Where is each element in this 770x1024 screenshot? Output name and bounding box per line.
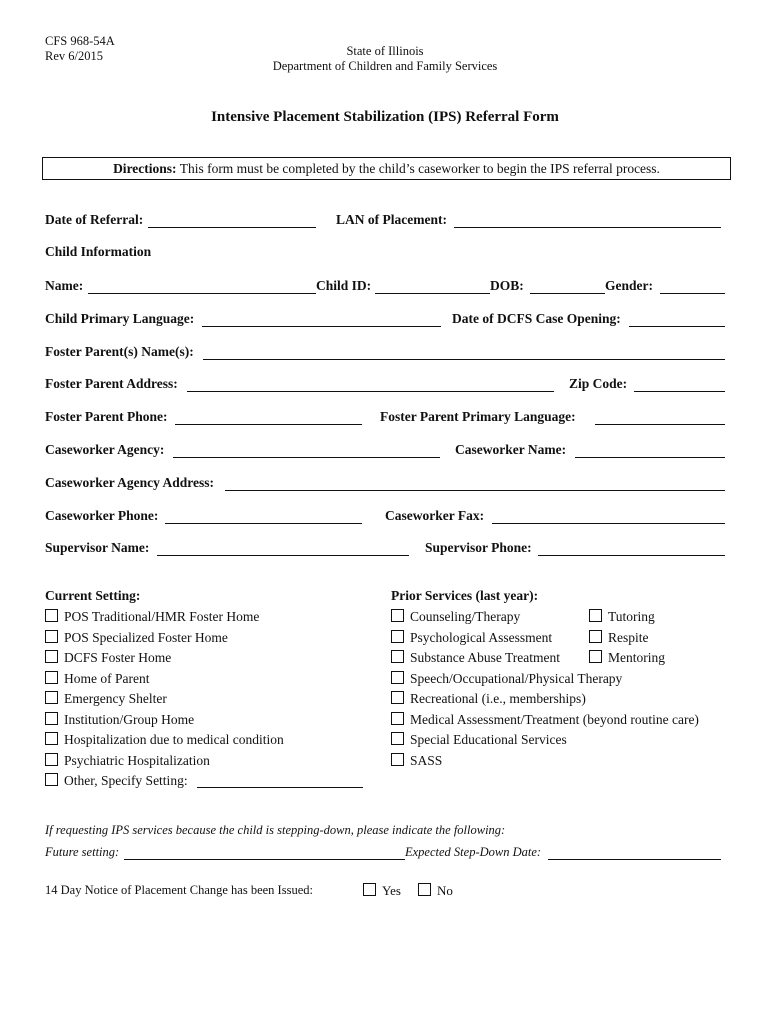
foster-parents-names-field[interactable] (203, 359, 725, 360)
checkbox[interactable] (391, 630, 404, 643)
form-title: Intensive Placement Stabilization (IPS) Referral Form (211, 109, 559, 125)
supervisor-phone-field[interactable] (538, 555, 725, 556)
option-label: Counseling/Therapy (410, 609, 521, 624)
option-label: Substance Abuse Treatment (410, 650, 560, 665)
checkbox[interactable] (418, 883, 431, 896)
date-of-referral-label: Date of Referral: (45, 212, 144, 227)
checkbox[interactable] (45, 712, 58, 725)
directions-text: This form must be completed by the child’s caseworker to begin the IPS referral process. (176, 161, 660, 176)
supervisor-name-label: Supervisor Name: (45, 540, 150, 555)
caseworker-fax-field[interactable] (492, 523, 725, 524)
prior-services-heading: Prior Services (last year): (391, 588, 539, 603)
lan-of-placement-label: LAN of Placement: (336, 212, 447, 227)
checkbox[interactable] (391, 650, 404, 663)
supervisor-name-field[interactable] (157, 555, 409, 556)
checkbox[interactable] (363, 883, 376, 896)
dob-field[interactable] (530, 293, 605, 294)
name-label: Name: (45, 278, 84, 293)
option-label: Recreational (i.e., memberships) (410, 691, 586, 706)
current-setting-heading: Current Setting: (45, 588, 141, 603)
option-label: Special Educational Services (410, 732, 567, 747)
future-setting-field[interactable] (124, 859, 405, 860)
foster-parent-language-field[interactable] (595, 424, 725, 425)
child-primary-language-field[interactable] (202, 326, 441, 327)
option-label: Yes (382, 883, 401, 898)
caseworker-agency-address-field[interactable] (225, 490, 725, 491)
caseworker-agency-address-label: Caseworker Agency Address: (45, 475, 214, 490)
caseworker-agency-label: Caseworker Agency: (45, 442, 165, 457)
checkbox[interactable] (45, 671, 58, 684)
option-label: Emergency Shelter (64, 691, 167, 706)
future-setting-label: Future setting: (45, 845, 120, 859)
checkbox[interactable] (589, 609, 602, 622)
checkbox[interactable] (391, 712, 404, 725)
checkbox[interactable] (391, 753, 404, 766)
option-label: Respite (608, 630, 649, 645)
date-of-referral-field[interactable] (148, 227, 316, 228)
other-setting-field[interactable] (197, 787, 363, 788)
checkbox[interactable] (391, 609, 404, 622)
foster-parents-names-label: Foster Parent(s) Name(s): (45, 344, 194, 359)
checkbox[interactable] (45, 650, 58, 663)
child-id-field[interactable] (375, 293, 490, 294)
child-id-label: Child ID: (316, 278, 372, 293)
option-label: No (437, 883, 453, 898)
checkbox[interactable] (391, 691, 404, 704)
form-number: CFS 968-54A (45, 34, 115, 48)
caseworker-name-field[interactable] (575, 457, 725, 458)
state-name: State of Illinois (346, 44, 424, 58)
dcfs-case-opening-label: Date of DCFS Case Opening: (452, 311, 621, 326)
option-label: DCFS Foster Home (64, 650, 172, 665)
checkbox[interactable] (45, 691, 58, 704)
zip-code-field[interactable] (634, 391, 725, 392)
directions-label: Directions: (113, 161, 177, 176)
checkbox[interactable] (45, 732, 58, 745)
child-primary-language-label: Child Primary Language: (45, 311, 195, 326)
notice-label: 14 Day Notice of Placement Change has been Issued: (45, 883, 313, 897)
checkbox[interactable] (589, 630, 602, 643)
step-down-note: If requesting IPS services because the child is stepping-down, please indicate the following: (45, 823, 506, 837)
expected-step-down-date-label: Expected Step-Down Date: (405, 845, 542, 859)
foster-parent-phone-label: Foster Parent Phone: (45, 409, 168, 424)
option-label: Tutoring (608, 609, 655, 624)
form-revision: Rev 6/2015 (45, 49, 103, 63)
option-label: Mentoring (608, 650, 665, 665)
checkbox[interactable] (391, 671, 404, 684)
option-label: POS Specialized Foster Home (64, 630, 228, 645)
directions (42, 161, 731, 177)
child-information-heading: Child Information (45, 244, 152, 259)
checkbox[interactable] (45, 609, 58, 622)
checkbox[interactable] (391, 732, 404, 745)
gender-label: Gender: (605, 278, 653, 293)
option-label: Speech/Occupational/Physical Therapy (410, 671, 623, 686)
option-label: SASS (410, 753, 443, 768)
caseworker-phone-field[interactable] (165, 523, 362, 524)
foster-parent-address-field[interactable] (187, 391, 554, 392)
checkbox[interactable] (589, 650, 602, 663)
caseworker-name-label: Caseworker Name: (455, 442, 567, 457)
option-label: Institution/Group Home (64, 712, 195, 727)
dcfs-case-opening-field[interactable] (629, 326, 725, 327)
checkbox[interactable] (45, 773, 58, 786)
caseworker-phone-label: Caseworker Phone: (45, 508, 159, 523)
name-field[interactable] (88, 293, 316, 294)
checkbox[interactable] (45, 753, 58, 766)
department-name: Department of Children and Family Services (272, 59, 498, 73)
option-label: Home of Parent (64, 671, 150, 686)
option-label: Psychiatric Hospitalization (64, 753, 210, 768)
checkbox[interactable] (45, 630, 58, 643)
caseworker-fax-label: Caseworker Fax: (385, 508, 485, 523)
foster-parent-phone-field[interactable] (175, 424, 362, 425)
option-label: Psychological Assessment (410, 630, 553, 645)
option-label: Medical Assessment/Treatment (beyond routine care) (410, 712, 699, 727)
option-label: Hospitalization due to medical condition (64, 732, 284, 747)
gender-field[interactable] (660, 293, 725, 294)
foster-parent-language-label: Foster Parent Primary Language: (380, 409, 576, 424)
expected-step-down-date-field[interactable] (548, 859, 721, 860)
lan-of-placement-field[interactable] (454, 227, 721, 228)
option-label: POS Traditional/HMR Foster Home (64, 609, 260, 624)
dob-label: DOB: (490, 278, 524, 293)
foster-parent-address-label: Foster Parent Address: (45, 376, 178, 391)
caseworker-agency-field[interactable] (173, 457, 440, 458)
option-label: Other, Specify Setting: (64, 773, 188, 788)
zip-code-label: Zip Code: (569, 376, 628, 391)
supervisor-phone-label: Supervisor Phone: (425, 540, 532, 555)
